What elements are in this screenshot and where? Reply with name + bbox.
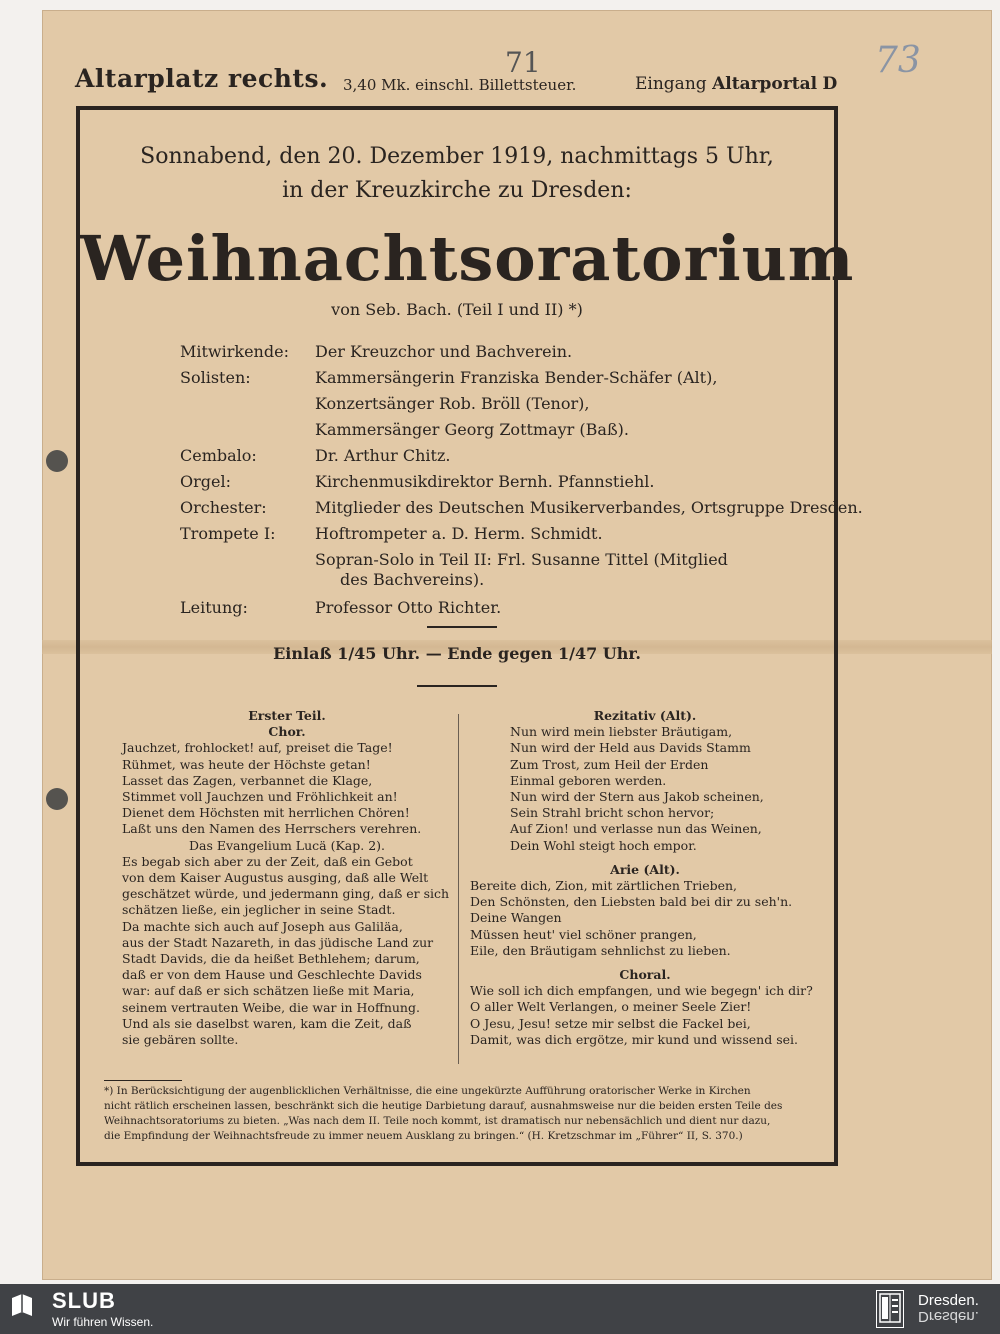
admission-times: Einlaß 1/45 Uhr. — Ende gegen 1/47 Uhr. xyxy=(273,644,641,663)
cast-label: Orgel: xyxy=(180,472,231,491)
text-line: Jauchzet, frohlocket! auf, preiset die Tage! xyxy=(122,740,393,756)
cast-value: des Bachvereins). xyxy=(340,570,485,589)
cast-value: Kirchenmusikdirektor Bernh. Pfannstiehl. xyxy=(315,472,655,491)
punch-hole xyxy=(46,450,68,472)
entrance-label xyxy=(635,74,837,94)
footnote-rule xyxy=(104,1080,182,1081)
divider xyxy=(427,626,497,628)
price-label: 3,40 Mk. einschl. Billettsteuer. xyxy=(343,76,577,94)
text-line: daß er von dem Hause und Geschlechte Davids xyxy=(122,967,422,983)
text-line: Auf Zion! und verlasse nun das Weinen, xyxy=(510,821,762,837)
text-line: O Jesu, Jesu! setze mir selbst die Fackel bei, xyxy=(470,1015,751,1031)
right-column xyxy=(470,708,820,1048)
text-line: Stimmet voll Jauchzen und Fröhlichkeit an! xyxy=(122,789,398,805)
text-line: Bereite dich, Zion, mit zärtlichen Trieben, xyxy=(470,878,738,894)
text-line: Und als sie daselbst waren, kam die Zeit, daß xyxy=(122,1015,412,1031)
cast-value: Kammersänger Georg Zottmayr (Baß). xyxy=(315,420,629,439)
text-line: Deine Wangen xyxy=(470,910,562,926)
text-line: Damit, was dich ergötze, mir kund und wissend sei. xyxy=(470,1031,798,1047)
seat-label: Altarplatz rechts. xyxy=(75,64,329,93)
cast-value: Mitglieder des Deutschen Musikerverbandes, Ortsgruppe Dresden. xyxy=(315,498,863,517)
text-line: schätzen ließe, ein jeglicher in seine Stadt. xyxy=(122,902,396,918)
text-line: Einmal geboren werden. xyxy=(510,772,667,788)
composer-line: von Seb. Bach. (Teil I und II) *) xyxy=(331,300,583,319)
text-line: Nun wird mein liebster Bräutigam, xyxy=(510,724,733,740)
cast-label: Cembalo: xyxy=(180,446,257,465)
divider xyxy=(417,685,497,687)
gospel-heading: Das Evangelium Lucä (Kap. 2). xyxy=(188,837,386,853)
cast-value: Professor Otto Richter. xyxy=(315,598,502,617)
text-line: Eile, den Bräutigam sehnlichst zu lieben. xyxy=(470,942,731,958)
footnote-line: *) In Berücksichtigung der augenblicklichen Verhältnisse, die eine ungekürzte Aufführung oratorischer Werke in Kirchen xyxy=(104,1085,751,1097)
text-line: O aller Welt Verlangen, o meiner Seele Zier! xyxy=(470,999,752,1015)
text-line: Laßt uns den Namen des Herrschers verehren. xyxy=(122,821,422,837)
text-line: Zum Trost, zum Heil der Erden xyxy=(510,756,709,772)
text-line: Rühmet, was heute der Höchste getan! xyxy=(122,756,371,772)
page-number: 71 xyxy=(505,46,541,79)
text-line: sie gebären sollte. xyxy=(122,1032,239,1048)
footnote xyxy=(104,1084,816,1144)
text-line: geschätzet würde, und jedermann ging, daß er sich xyxy=(122,886,450,902)
text-line: Wie soll ich dich empfangen, und wie begegn' ich dir? xyxy=(470,983,813,999)
program-frame xyxy=(76,106,863,1166)
partner-logo-reflection: Dresden. xyxy=(918,1308,979,1325)
brand-tagline: Wir führen Wissen. xyxy=(52,1315,154,1329)
text-line: von dem Kaiser Augustus ausging, daß alle Welt xyxy=(122,870,429,886)
place-line: in der Kreuzkirche zu Dresden: xyxy=(282,178,632,203)
chorus-heading: Chor. xyxy=(268,724,306,740)
cast-value: Hoftrompeter a. D. Herm. Schmidt. xyxy=(315,524,603,543)
text-line: Den Schönsten, den Liebsten bald bei dir zu seh'n. xyxy=(470,894,793,910)
partner-logo[interactable]: Dresden. xyxy=(918,1292,979,1309)
cast-value: Kammersängerin Franziska Bender-Schäfer (Alt), xyxy=(315,368,718,387)
text-line: Sein Strahl bricht schon hervor; xyxy=(510,805,715,821)
text-line: Stadt Davids, die da heißet Bethlehem; darum, xyxy=(122,951,420,967)
footer-bar xyxy=(0,1284,1000,1334)
date-line: Sonnabend, den 20. Dezember 1919, nachmittags 5 Uhr, xyxy=(140,144,774,169)
text-line: Es begab sich aber zu der Zeit, daß ein Gebot xyxy=(122,853,413,869)
text-line: Nun wird der Held aus Davids Stamm xyxy=(510,740,751,756)
text-line: Nun wird der Stern aus Jakob scheinen, xyxy=(510,789,764,805)
page-title: Weihnachtsoratorium xyxy=(80,222,855,295)
text-line: Lasset das Zagen, verbannet die Klage, xyxy=(122,772,373,788)
recitative-heading: Rezitativ (Alt). xyxy=(593,708,697,723)
cast-value: Sopran-Solo in Teil II: Frl. Susanne Tittel (Mitglied xyxy=(315,550,728,569)
handwritten-number: 73 xyxy=(875,40,921,81)
footnote-line: nicht rätlich erscheinen lassen, beschränkt sich die heutige Darbietung darauf, ausnahmsweise nur die beiden ersten Teile des xyxy=(104,1100,783,1112)
cast-value: Der Kreuzchor und Bachverein. xyxy=(315,342,573,361)
entrance-name: Altarportal xyxy=(712,74,818,94)
aria-heading: Arie (Alt). xyxy=(610,861,680,877)
cast-label: Solisten: xyxy=(180,368,251,387)
entrance-prefix: Eingang xyxy=(635,74,707,94)
text-line: aus der Stadt Nazareth, in das jüdische Land zur xyxy=(122,934,434,950)
footnote-line: Weihnachtsoratoriums zu bieten. „Was nach dem II. Teile noch kommt, ist dramatisch nur nebensächlich und dient nur dazu, xyxy=(104,1115,771,1127)
left-column xyxy=(122,708,452,1048)
text-line: Dein Wohl steigt hoch empor. xyxy=(510,837,697,853)
part-heading: Erster Teil. xyxy=(248,708,326,723)
cast-label: Trompete I: xyxy=(180,524,276,543)
text-line: Müssen heut' viel schöner prangen, xyxy=(470,926,697,942)
book-icon xyxy=(8,1292,36,1320)
text-line: war: auf daß er sich schätzen ließe mit Maria, xyxy=(122,983,415,999)
brand-logo[interactable]: SLUB xyxy=(52,1288,116,1313)
cast-value: Dr. Arthur Chitz. xyxy=(315,446,451,465)
text-line: Da machte sich auch auf Joseph aus Galiläa, xyxy=(122,918,403,934)
cast-value: Konzertsänger Rob. Bröll (Tenor), xyxy=(315,394,590,413)
cast-label: Mitwirkende: xyxy=(180,342,289,361)
cast-label: Orchester: xyxy=(180,498,267,517)
coat-of-arms-icon xyxy=(876,1290,904,1328)
cast-label: Leitung: xyxy=(180,598,248,617)
text-line: seinem vertrauten Weibe, die war in Hoffnung. xyxy=(122,999,420,1015)
column-divider xyxy=(458,714,459,1064)
punch-hole xyxy=(46,788,68,810)
footnote-line: die Empfindung der Weihnachtsfreude zu immer neuem Ausklang zu bringen.“ (H. Kretzschmar im „Führer“ II, S. 370.) xyxy=(104,1130,743,1142)
choral-heading: Choral. xyxy=(619,967,671,983)
entrance-letter: D xyxy=(822,74,838,94)
text-line: Dienet dem Höchsten mit herrlichen Chören! xyxy=(122,805,410,821)
